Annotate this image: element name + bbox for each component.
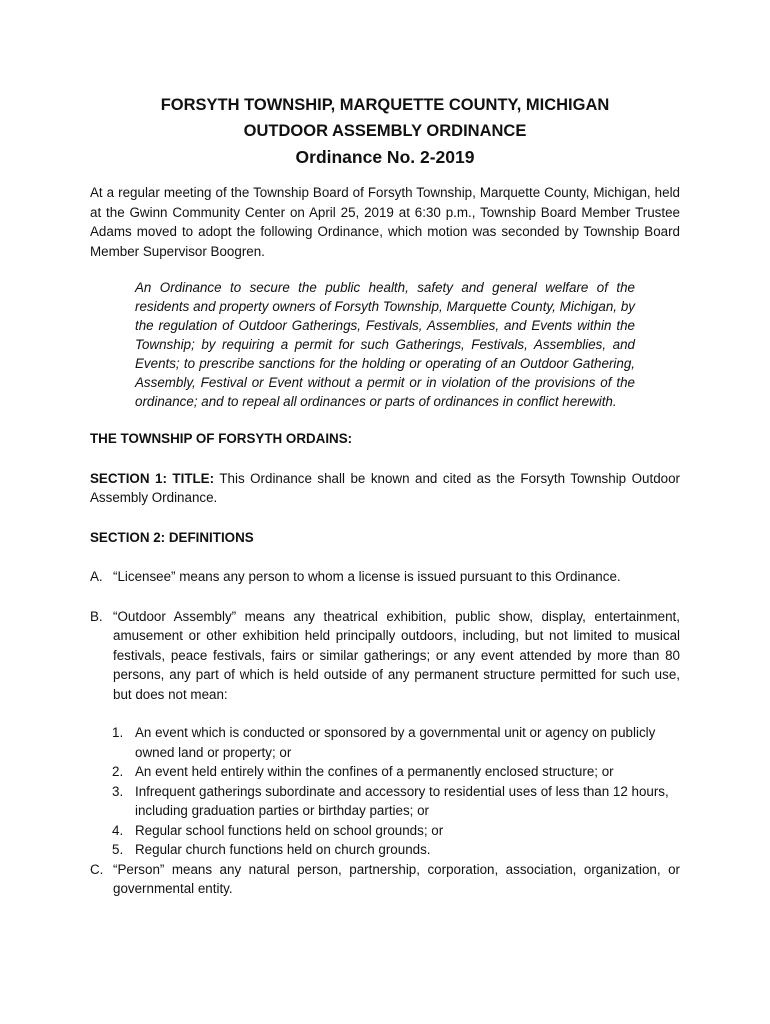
section-2-heading: SECTION 2: DEFINITIONS [90,529,254,545]
list-item-text: An event held entirely within the confines of a permanently enclosed structure; or [135,764,614,779]
list-item [112,821,680,841]
list-item-text: An event which is conducted or sponsored by a governmental unit or agency on publicly owned land or property; or [135,725,656,760]
definition-text: “Licensee” means any person to whom a license is issued pursuant to this Ordinance. [113,569,621,584]
list-item [112,762,680,782]
document-title [90,92,680,170]
list-item-number: 2. [112,764,124,779]
intro-paragraph: At a regular meeting of the Township Board of Forsyth Township, Marquette County, Michigan, held at the Gwinn Community Center on April 25, 2019 at 6:30 p.m., Township Board Member Trustee Adams moved to adopt the following Ordinance, which motion was seconded by Township Board Member Supervisor Boogren. [90,185,680,259]
list-item-text: Infrequent gatherings subordinate and accessory to residential uses of less than 12 hours, including graduation parties or birthday parties; or [135,783,669,818]
purpose-statement: An Ordinance to secure the public health, safety and general welfare of the residents and property owners of Forsyth Township, Marquette County, Michigan, by the regulation of Outdoor Gatherings, Festivals, Assemblies, and Events within the Township; by requiring a permit for such Gatherings, Festivals, Assemblies, and Events; to prescribe sanctions for the holding or operating of an Outdoor Gathering, Assembly, Festival or Event without a permit or in violation of the provisions of the ordinance; and to repeal all ordinances or parts of ordinances in conflict herewith. [135,280,635,409]
title-line-ordinance-number: Ordinance No. 2-2019 [295,147,475,167]
title-line-township: FORSYTH TOWNSHIP, MARQUETTE COUNTY, MICHIGAN [160,96,610,114]
list-item-number: 5. [112,842,124,857]
list-item [112,782,680,821]
section-1-text: This Ordinance shall be known and cited as the Forsyth Township Outdoor Assembly Ordinance. [90,470,681,505]
exclusions-list [112,723,680,860]
list-item-text: Regular church functions held on church grounds. [135,842,431,857]
ordains-heading: THE TOWNSHIP OF FORSYTH ORDAINS: [90,431,353,446]
definition-label: A. [90,569,103,584]
definition-label: C. [90,861,104,877]
list-item-number: 1. [112,725,124,740]
section-1-title [90,469,680,508]
list-item [112,840,680,860]
title-line-ordinance-name: OUTDOOR ASSEMBLY ORDINANCE [243,122,527,140]
definition-text: “Outdoor Assembly” means any theatrical exhibition, public show, display, entertainment, amusement or other exhibition held principally outdoors, including, but not limited to musical festivals, peace festivals, fairs or similar gatherings; or any event attended by more than 80 persons, any part of which is held outside of any permanent structure permitted for such use, but does not mean: [113,608,680,702]
list-item-number: 3. [112,783,124,799]
definition-outdoor-assembly [90,607,680,705]
list-item-text: Regular school functions held on school grounds; or [135,822,444,838]
definition-licensee [90,567,680,587]
definition-person [90,860,680,899]
definition-text: “Person” means any natural person, partnership, corporation, association, organization, or governmental entity. [113,861,680,896]
list-item-number: 4. [112,822,124,838]
section-1-label: SECTION 1: TITLE: [90,470,215,486]
definition-label: B. [90,608,103,624]
list-item [112,723,680,762]
